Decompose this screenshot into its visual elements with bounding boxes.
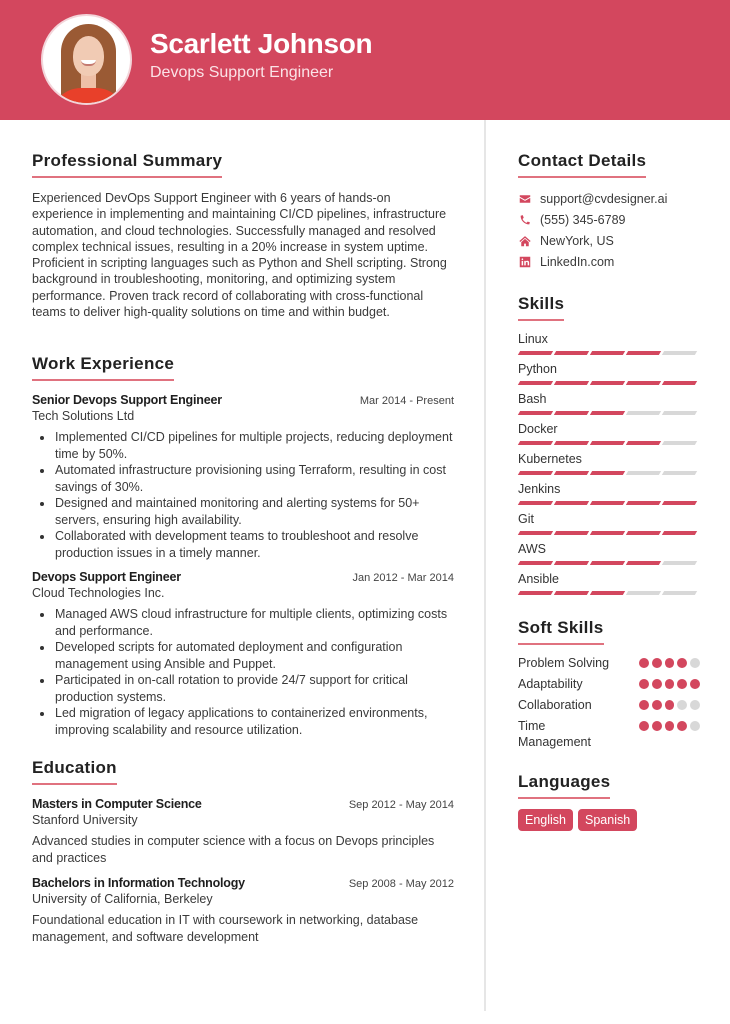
resume-header (0, 0, 730, 120)
skill-level-bar (518, 351, 700, 356)
skill-level-segment (554, 381, 589, 385)
rating-dot (677, 658, 687, 668)
section-title-soft-skills: Soft Skills (518, 618, 604, 645)
skill-level-segment (662, 501, 697, 505)
skill-level-segment (626, 501, 661, 505)
school-name: University of California, Berkeley (32, 892, 213, 907)
skill-item (518, 421, 700, 446)
linkedin-icon (518, 255, 532, 269)
soft-skills-section (518, 618, 700, 750)
skill-level-bar (518, 411, 700, 416)
phone-icon (518, 213, 532, 227)
rating-dot (665, 658, 675, 668)
skill-level-segment (662, 441, 697, 445)
rating-dot (639, 700, 649, 710)
job-bullet: Participated in on-call rotation to provide 24/7 support for critical production systems. (32, 672, 454, 705)
soft-skill-name: Time Management (518, 719, 591, 749)
skill-level-segment (590, 471, 625, 475)
job-bullets (32, 606, 454, 738)
job-title: Devops Support Engineer (32, 570, 181, 585)
job-bullet: Automated infrastructure provisioning using Terraform, resulting in cost savings of 30%. (32, 462, 454, 495)
skill-level-segment (518, 561, 553, 565)
skill-level-segment (590, 501, 625, 505)
skills-section (518, 294, 700, 596)
home-icon (518, 234, 532, 248)
skill-level-segment (554, 351, 589, 355)
soft-skill-item (518, 655, 700, 671)
rating-dot (652, 700, 662, 710)
rating-dot (690, 700, 700, 710)
skills-list (518, 331, 700, 596)
job-bullet: Developed scripts for automated deployment and configuration management using Ansible and Puppet. (32, 639, 454, 672)
skill-level-segment (590, 411, 625, 415)
degree-title: Bachelors in Information Technology (32, 876, 245, 891)
skill-level-segment (626, 531, 661, 535)
skill-item (518, 541, 700, 566)
skill-level-bar (518, 381, 700, 386)
skill-item (518, 511, 700, 536)
main-column (32, 151, 454, 953)
soft-skill-rating (639, 721, 700, 731)
contact-linkedin[interactable] (518, 251, 700, 272)
rating-dot (665, 721, 675, 731)
job-company: Cloud Technologies Inc. (32, 586, 165, 601)
skill-level-segment (518, 411, 553, 415)
rating-dot (639, 679, 649, 689)
photo-neck (81, 74, 96, 88)
section-title-experience: Work Experience (32, 354, 174, 381)
skill-item (518, 391, 700, 416)
skill-level-segment (662, 531, 697, 535)
section-title-summary: Professional Summary (32, 151, 222, 178)
contact-location-text: NewYork, US (540, 233, 614, 248)
job-entry (32, 393, 454, 561)
job-bullets (32, 429, 454, 561)
skill-level-segment (626, 441, 661, 445)
rating-dot (639, 658, 649, 668)
skill-level-segment (626, 471, 661, 475)
skill-name: Jenkins (518, 482, 561, 496)
job-title: Senior Devops Support Engineer (32, 393, 222, 408)
skill-level-bar (518, 501, 700, 506)
education-section (32, 758, 454, 945)
soft-skill-item (518, 676, 700, 692)
skill-level-segment (590, 561, 625, 565)
skill-level-segment (662, 411, 697, 415)
skill-name: Git (518, 512, 534, 526)
sidebar-column (518, 151, 700, 831)
job-date: Mar 2014 - Present (359, 395, 454, 408)
rating-dot (690, 721, 700, 731)
skill-level-segment (662, 351, 697, 355)
skill-level-segment (590, 351, 625, 355)
photo-face (73, 36, 104, 76)
candidate-name: Scarlett Johnson (150, 28, 373, 59)
skill-level-segment (590, 591, 625, 595)
section-title-education: Education (32, 758, 117, 785)
skill-level-segment (662, 381, 697, 385)
skill-item (518, 481, 700, 506)
skill-level-segment (554, 591, 589, 595)
skill-level-segment (554, 411, 589, 415)
contact-phone-text: (555) 345-6789 (540, 212, 626, 227)
column-divider (484, 120, 486, 1011)
skill-name: Bash (518, 392, 547, 406)
skill-level-segment (626, 411, 661, 415)
skill-level-bar (518, 471, 700, 476)
education-entry (32, 797, 454, 866)
languages-section (518, 772, 700, 831)
education-description: Advanced studies in computer science with a focus on Devops principles and practices (32, 834, 435, 865)
job-entry (32, 570, 454, 738)
language-tag: English (518, 809, 573, 831)
rating-dot (665, 700, 675, 710)
skill-level-bar (518, 441, 700, 446)
rating-dot (652, 658, 662, 668)
contact-section (518, 151, 700, 272)
job-bullet: Collaborated with development teams to troubleshoot and resolve production issues in a timely manner. (32, 528, 454, 561)
rating-dot (639, 721, 649, 731)
skill-item (518, 331, 700, 356)
skill-level-segment (518, 531, 553, 535)
rating-dot (652, 679, 662, 689)
contact-linkedin-text: LinkedIn.com (540, 254, 615, 269)
skill-name: Linux (518, 332, 548, 346)
section-title-contact: Contact Details (518, 151, 646, 178)
summary-section (32, 151, 454, 320)
soft-skill-rating (639, 658, 700, 668)
degree-title: Masters in Computer Science (32, 797, 202, 812)
skill-level-bar (518, 561, 700, 566)
skill-level-segment (554, 561, 589, 565)
language-tag: Spanish (578, 809, 637, 831)
skill-level-segment (590, 531, 625, 535)
school-name: Stanford University (32, 813, 138, 828)
soft-skill-name: Adaptability (518, 677, 583, 691)
candidate-role: Devops Support Engineer (150, 64, 334, 81)
skill-level-segment (518, 501, 553, 505)
skill-level-bar (518, 531, 700, 536)
soft-skill-rating (639, 679, 700, 689)
envelope-icon (518, 192, 532, 206)
contact-location (518, 230, 700, 251)
soft-skills-list (518, 655, 700, 750)
job-date: Jan 2012 - Mar 2014 (352, 572, 454, 585)
skill-level-segment (554, 501, 589, 505)
skill-level-segment (662, 591, 697, 595)
skill-level-segment (518, 351, 553, 355)
job-bullet: Led migration of legacy applications to containerized environments, improving scalability and resource utilization. (32, 705, 454, 738)
skill-level-segment (554, 471, 589, 475)
skill-item (518, 451, 700, 476)
summary-text: Experienced DevOps Support Engineer with 6 years of hands-on experience in implementing and maintaining CI/CD pipelines, infrastructure automation, and cloud technologies. Successfully managed and resolved complex technical issues, resulting in a 20% increase in system uptime. Proficient in scripting languages such as Python and Shell scripting. Strong background in troubleshooting, monitoring, and optimizing system performance. Proven track record of collaborating with cross-functional teams to deliver high-quality solutions on time and within budget. (32, 191, 447, 320)
rating-dot (677, 721, 687, 731)
skill-level-segment (518, 591, 553, 595)
job-bullet: Designed and maintained monitoring and alerting systems for 50+ servers, ensuring high availability. (32, 495, 454, 528)
profile-photo (41, 14, 132, 105)
soft-skill-name: Problem Solving (518, 656, 610, 670)
soft-skill-name: Collaboration (518, 698, 592, 712)
skill-level-segment (626, 381, 661, 385)
rating-dot (677, 700, 687, 710)
contact-email-text: support@cvdesigner.ai (540, 191, 668, 206)
skill-level-segment (626, 591, 661, 595)
education-description: Foundational education in IT with coursework in networking, database management, and software development (32, 913, 419, 944)
skill-item (518, 571, 700, 596)
skill-level-segment (626, 351, 661, 355)
skill-name: Python (518, 362, 557, 376)
education-entry (32, 876, 454, 945)
soft-skill-item (518, 718, 700, 750)
skill-level-bar (518, 591, 700, 596)
skill-level-segment (518, 381, 553, 385)
job-bullet: Managed AWS cloud infrastructure for multiple clients, optimizing costs and performance. (32, 606, 454, 639)
skill-level-segment (554, 531, 589, 535)
skill-level-segment (590, 441, 625, 445)
rating-dot (690, 658, 700, 668)
skill-level-segment (662, 471, 697, 475)
skill-level-segment (518, 441, 553, 445)
rating-dot (665, 679, 675, 689)
contact-phone[interactable] (518, 209, 700, 230)
education-date: Sep 2008 - May 2012 (348, 878, 454, 891)
skill-level-segment (590, 381, 625, 385)
section-title-languages: Languages (518, 772, 610, 799)
skill-item (518, 361, 700, 386)
skill-level-segment (626, 561, 661, 565)
rating-dot (652, 721, 662, 731)
skill-name: AWS (518, 542, 547, 556)
experience-section (32, 354, 454, 738)
skill-level-segment (662, 561, 697, 565)
education-date: Sep 2012 - May 2014 (348, 799, 454, 812)
rating-dot (677, 679, 687, 689)
skill-level-segment (518, 471, 553, 475)
skill-name: Docker (518, 422, 558, 436)
soft-skill-item (518, 697, 700, 713)
languages-list (518, 809, 700, 831)
skill-level-segment (554, 441, 589, 445)
skill-name: Kubernetes (518, 452, 582, 466)
soft-skill-rating (639, 700, 700, 710)
job-company: Tech Solutions Ltd (32, 409, 135, 424)
skill-name: Ansible (518, 572, 559, 586)
section-title-skills: Skills (518, 294, 564, 321)
contact-email[interactable] (518, 188, 700, 209)
rating-dot (690, 679, 700, 689)
job-bullet: Implemented CI/CD pipelines for multiple projects, reducing deployment time by 50%. (32, 429, 454, 462)
